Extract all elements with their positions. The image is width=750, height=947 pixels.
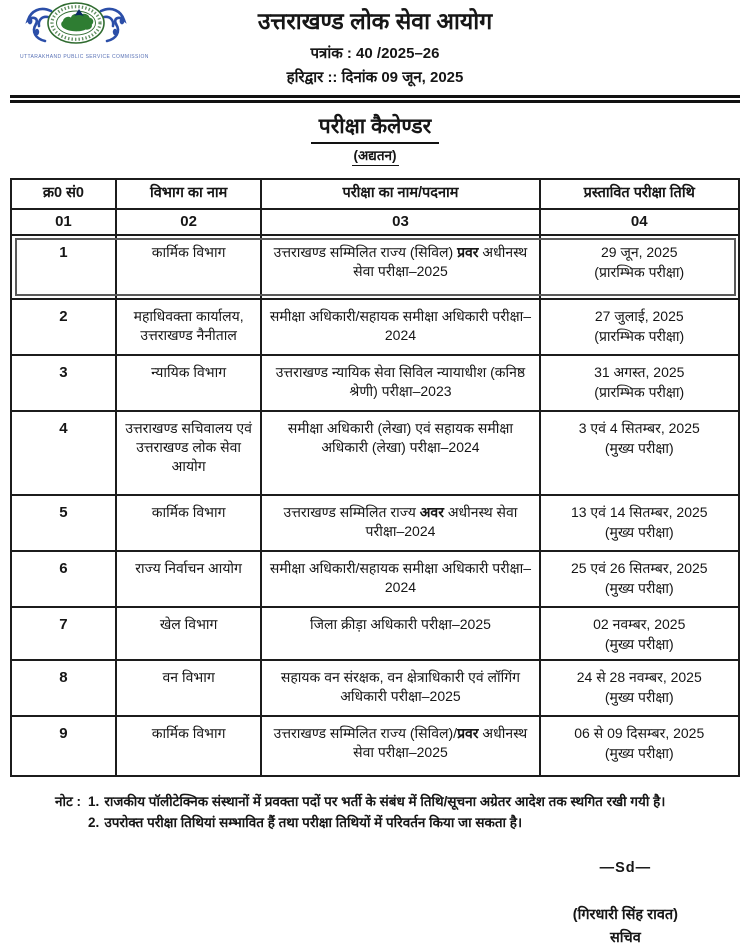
serial-cell: 1 [11, 235, 116, 299]
exam-name: समीक्षा अधिकारी/सहायक समीक्षा अधिकारी परीक्षा–2024 [269, 560, 532, 596]
note-number: 1. [88, 794, 100, 810]
col-header-serial: क्र0 सं0 [11, 179, 116, 209]
department-cell: खेल विभाग [116, 607, 262, 660]
letter-number-line: पत्रांक : 40 /2025–26 [310, 45, 440, 62]
col-number-2: 02 [116, 209, 262, 235]
date-cell [540, 495, 739, 551]
exam-date: 31 अगस्त, 2025 [594, 364, 685, 381]
serial-cell: 8 [11, 660, 116, 716]
department-cell: महाधिवक्ता कार्यालय, उत्तराखण्ड नैनीताल [116, 299, 262, 355]
note-item [88, 792, 665, 813]
exam-name: समीक्षा अधिकारी/सहायक समीक्षा अधिकारी परीक्षा–2024 [269, 308, 532, 344]
exam-phase: (मुख्य परीक्षा) [604, 524, 674, 541]
serial-cell: 4 [11, 411, 116, 495]
exam-date: 29 जून, 2025 [600, 244, 678, 261]
document-title-block [10, 112, 740, 166]
department-cell: कार्मिक विभाग [116, 235, 262, 299]
col-header-date: प्रस्तावित परीक्षा तिथि [540, 179, 739, 209]
exam-name-post: अधीनस्थ सेवा परीक्षा–2025 [353, 725, 528, 760]
serial-cell: 7 [11, 607, 116, 660]
date-cell [540, 235, 739, 299]
exam-cell [261, 495, 539, 551]
exam-cell [261, 299, 539, 355]
signatory-name: (गिरधारी सिंह रावत) [572, 906, 678, 923]
serial-cell: 3 [11, 355, 116, 411]
place-date-line: हरिद्वार :: दिनांक 09 जून, 2025 [286, 69, 464, 86]
exam-name-post: अधीनस्थ सेवा परीक्षा–2025 [353, 244, 528, 280]
uttarakhand-psc-logo [20, 2, 149, 60]
page-subtitle: (अद्यतन) [352, 146, 399, 166]
logo-caption: UTTARAKHAND PUBLIC SERVICE COMMISSION [20, 54, 149, 60]
exam-date: 25 एवं 26 सितम्बर, 2025 [570, 560, 708, 577]
exam-phase: (मुख्य परीक्षा) [604, 580, 674, 597]
exam-calendar-table [10, 178, 740, 777]
table-row [11, 607, 739, 660]
exam-phase: (प्रारम्भिक परीक्षा) [594, 384, 685, 401]
exam-name-post: अधीनस्थ सेवा परीक्षा–2024 [365, 504, 518, 540]
exam-cell [261, 660, 539, 716]
note-text: राजकीय पॉलीटेक्निक संस्थानों में प्रवक्ता पदों पर भर्ती के संबंध में तिथि/सूचना अग्रेतर आदेश तक स्थगित रखी गयी है। [104, 794, 666, 810]
table-row [11, 411, 739, 495]
date-cell [540, 551, 739, 607]
department-cell: वन विभाग [116, 660, 262, 716]
exam-name: उत्तराखण्ड सम्मिलित राज्य [283, 504, 420, 521]
notes-block [10, 792, 740, 834]
organization-name: उत्तराखण्ड लोक सेवा आयोग [257, 8, 493, 34]
date-cell [540, 299, 739, 355]
note-item [88, 813, 665, 834]
exam-date: 27 जुलाई, 2025 [594, 308, 684, 325]
department-cell: राज्य निर्वाचन आयोग [116, 551, 262, 607]
table-row [11, 299, 739, 355]
exam-name: जिला क्रीड़ा अधिकारी परीक्षा–2025 [310, 616, 491, 633]
exam-name: सहायक वन संरक्षक, वन क्षेत्राधिकारी एवं लॉगिंग अधिकारी परीक्षा–2025 [280, 669, 521, 704]
signatory-designation: सचिव [609, 929, 641, 946]
exam-date: 06 से 09 दिसम्बर, 2025 [574, 725, 705, 742]
exam-phase: (मुख्य परीक्षा) [604, 744, 674, 761]
department-cell: उत्तराखण्ड सचिवालय एवं उत्तराखण्ड लोक सेवा आयोग [116, 411, 262, 495]
date-cell [540, 411, 739, 495]
exam-cell [261, 716, 539, 776]
exam-cell [261, 411, 539, 495]
exam-phase: (मुख्य परीक्षा) [604, 636, 674, 653]
exam-cell [261, 551, 539, 607]
exam-name: उत्तराखण्ड सम्मिलित राज्य (सिविल) [273, 244, 458, 261]
table-row [11, 355, 739, 411]
col-header-exam: परीक्षा का नाम/पदनाम [261, 179, 539, 209]
department-cell: कार्मिक विभाग [116, 495, 262, 551]
serial-cell: 9 [11, 716, 116, 776]
page-title: परीक्षा कैलेण्डर [311, 112, 439, 144]
header-divider-rule [10, 95, 740, 103]
exam-date: 24 से 28 नवम्बर, 2025 [576, 669, 702, 686]
psc-emblem-icon [22, 2, 130, 48]
exam-name-bold: प्रवर [457, 725, 479, 742]
exam-name-bold: अवर [419, 504, 444, 521]
department-cell: न्यायिक विभाग [116, 355, 262, 411]
exam-name: उत्तराखण्ड न्यायिक सेवा सिविल न्यायाधीश (कनिष्ठ श्रेणी) परीक्षा–2023 [275, 364, 526, 400]
note-number: 2. [88, 814, 100, 830]
col-number-4: 04 [540, 209, 739, 235]
col-number-1: 01 [11, 209, 116, 235]
exam-name: उत्तराखण्ड सम्मिलित राज्य (सिविल)/ [273, 725, 458, 742]
exam-cell [261, 355, 539, 411]
table-row [11, 716, 739, 776]
column-header-row [11, 179, 739, 209]
exam-calendar-table-wrap [10, 178, 740, 777]
serial-cell: 2 [11, 299, 116, 355]
notes-label: नोट : [55, 794, 82, 810]
col-number-3: 03 [261, 209, 539, 235]
date-cell [540, 355, 739, 411]
letterhead [10, 2, 740, 87]
signed-mark: —Sd— [599, 859, 652, 876]
exam-date: 02 नवम्बर, 2025 [593, 616, 686, 633]
table-row [11, 551, 739, 607]
col-header-department: विभाग का नाम [116, 179, 262, 209]
column-number-row [11, 209, 739, 235]
note-text: उपरोक्त परीक्षा तिथियां सम्भावित हैं तथा परीक्षा तिथियों में परिवर्तन किया जा सकता है। [104, 814, 523, 830]
exam-date: 3 एवं 4 सितम्बर, 2025 [578, 420, 700, 437]
department-cell: कार्मिक विभाग [116, 716, 262, 776]
exam-phase: (प्रारम्भिक परीक्षा) [594, 264, 685, 281]
date-cell [540, 716, 739, 776]
exam-cell [261, 607, 539, 660]
signature-block [573, 860, 678, 947]
table-row [11, 235, 739, 299]
exam-phase: (मुख्य परीक्षा) [604, 440, 674, 457]
serial-cell: 6 [11, 551, 116, 607]
exam-phase: (मुख्य परीक्षा) [604, 688, 674, 705]
exam-cell [261, 235, 539, 299]
exam-date: 13 एवं 14 सितम्बर, 2025 [570, 504, 708, 521]
table-row [11, 660, 739, 716]
serial-cell: 5 [11, 495, 116, 551]
exam-phase: (प्रारम्भिक परीक्षा) [594, 328, 685, 345]
exam-name: समीक्षा अधिकारी (लेखा) एवं सहायक समीक्षा अधिकारी (लेखा) परीक्षा–2024 [287, 420, 514, 456]
date-cell [540, 660, 739, 716]
date-cell [540, 607, 739, 660]
table-row [11, 495, 739, 551]
exam-name-bold: प्रवर [457, 244, 479, 261]
